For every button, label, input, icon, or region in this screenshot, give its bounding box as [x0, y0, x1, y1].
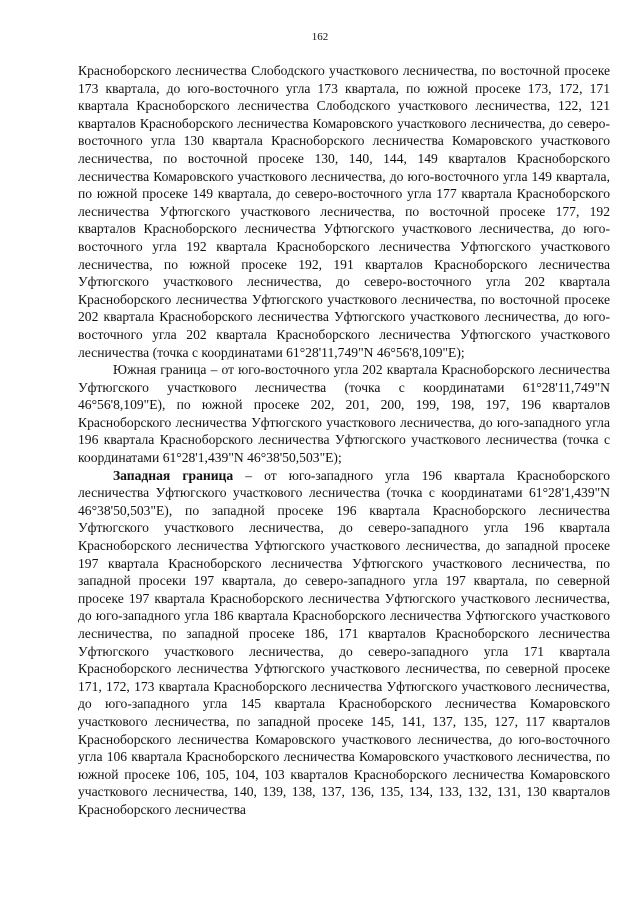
- boundary-paragraph-west: [78, 467, 610, 819]
- boundary-paragraph-south: Южная граница – от юго-восточного угла 202 квартала Красноборского лесничества Уфтюгского участкового лесничества (точка с координатами 61°28'11,749"N 46°56'8,109"E), по южной просеке 202, 201, 200, 199, 198, 197, 196 кварталов Красноборского лесничества Уфтюгского участкового лесничества, до юго-западного угла 196 квартала Красноборского лесничества Уфтюгского участкового лесничества (точка с координатами 61°28'1,439"N 46°38'50,503"E);: [78, 362, 610, 466]
- west-boundary-text: – от юго-западного угла 196 квартала Красноборского лесничества Уфтюгского участкового лесничества (точка с координатами 61°28'1,439"N 46°38'50,503"E), по западной просеке 196 квартала Красноборского лесничества Уфтюгского участкового лесничества, до северо-западного угла 196 квартала Красноборского лесничества Уфтюгского участкового лесничества, до западной просеке 197 квартала Красноборского лесничества Уфтюгского участкового лесничества, по западной просеки 197 квартала, до северо-западного угла 197 квартала, по северной просеке 197 квартала Красноборского лесничества Уфтюгского участкового лесничества, до юго-западного угла 186 квартала Красноборского лесничества Уфтюгского участкового лесничества, по западной просеке 186, 171 кварталов Красноборского лесничества Уфтюгского участкового лесничества, до северо-западного угла 171 квартала Красноборского лесничества Уфтюгского участкового лесничества, по северной просеке 171, 172, 173 квартала Красноборского лесничества Уфтюгского участкового лесничества, до юго-западного угла 145 квартала Красноборского лесничества Комаровского участкового лесничества, по западной просеке 145, 141, 137, 135, 127, 117 кварталов Красноборского лесничества Комаровского участкового лесничества, до юго-восточного угла 106 квартала Красноборского лесничества Комаровского участкового лесничества, по южной просеке 106, 105, 104, 103 кварталов Красноборского лесничества Комаровского участкового лесничества, 140, 139, 138, 137, 136, 135, 134, 133, 132, 131, 130 кварталов Красноборского лесничества: [78, 467, 610, 817]
- boundary-paragraph-east-continued: Красноборского лесничества Слободского участкового лесничества, по восточной просеке 173 квартала, до юго-восточного угла 173 квартала, по южной просеке 173, 172, 171 квартала Красноборского лесничества Слободского участкового лесничества, 122, 121 кварталов Красноборского лесничества Комаровского участкового лесничества, до северо-восточного угла 130 квартала Красноборского лесничества Комаровского участкового лесничества, по восточной просеке 130, 140, 144, 149 кварталов Красноборского лесничества Комаровского участкового лесничества, до юго-восточного угла 149 квартала, по южной просеке 149 квартала, до северо-восточного угла 177 квартала Красноборского лесничества Уфтюгского участкового лесничества, по восточной просеке 177, 192 кварталов Красноборского лесничества Уфтюгского участкового лесничества, до юго-восточного угла 192 квартала Красноборского лесничества Уфтюгского участкового лесничества, по южной просеке 192, 191 кварталов Красноборского лесничества Уфтюгского участкового лесничества, до северо-восточного угла 202 квартала Красноборского лесничества Уфтюгского участкового лесничества, по восточной просеке 202 квартала Красноборского лесничества Уфтюгского участкового лесничества, до юго-восточного угла 202 квартала Красноборского лесничества Уфтюгского участкового лесничества (точка с координатами 61°28'11,749"N 46°56'8,109"E);: [78, 63, 610, 360]
- document-body: [78, 62, 610, 819]
- page-number: 162: [311, 31, 329, 43]
- west-boundary-heading: Западная граница: [113, 467, 234, 483]
